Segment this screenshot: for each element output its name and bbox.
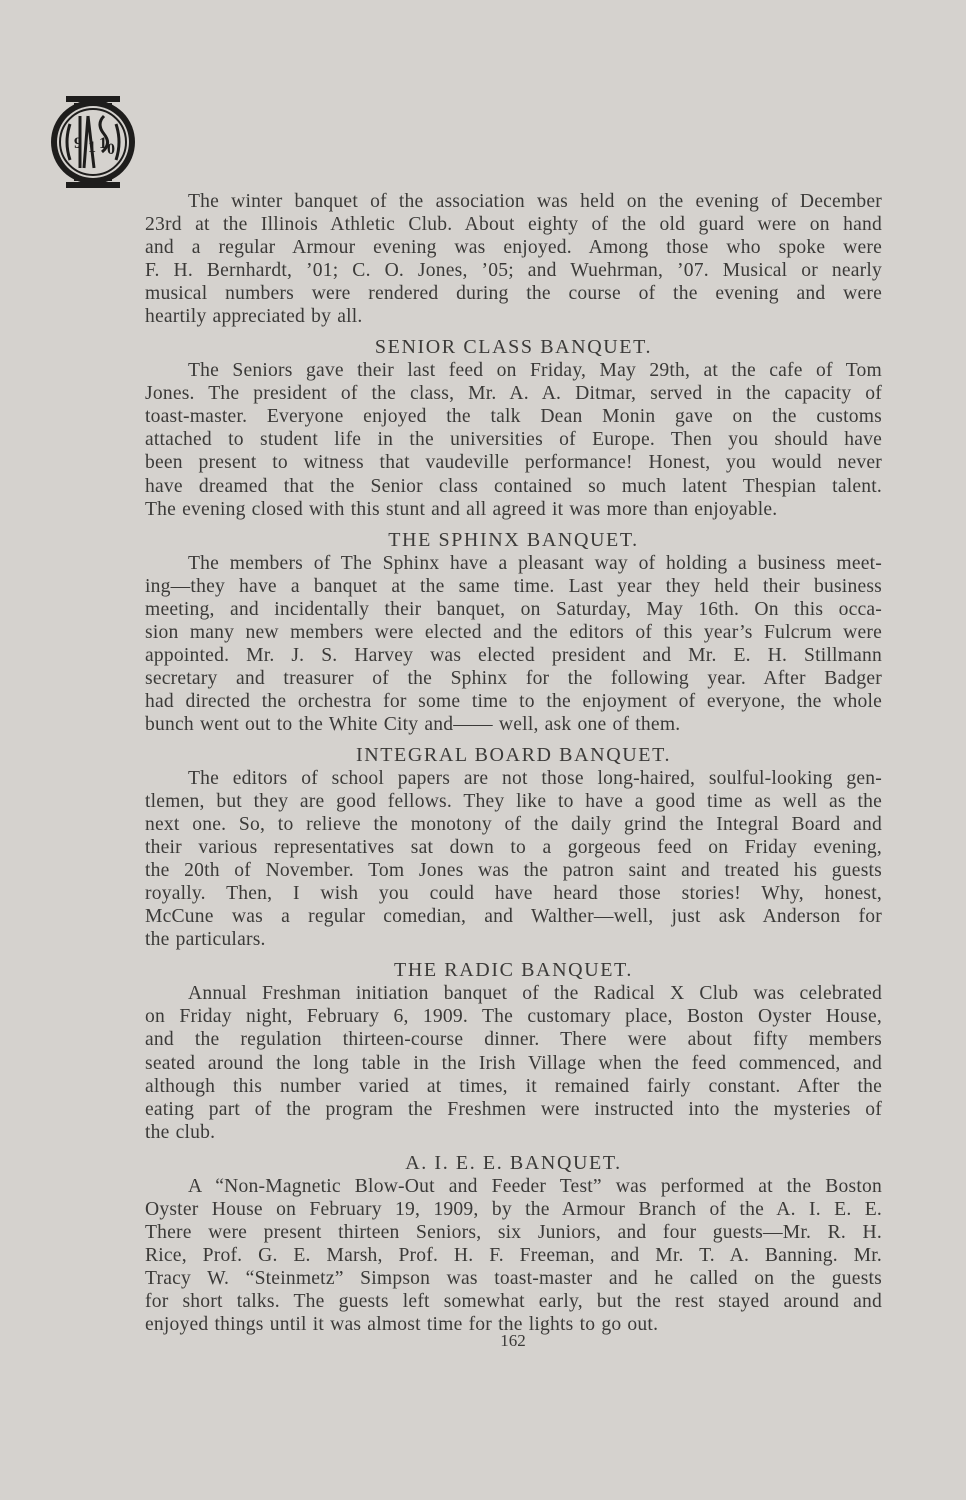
text-line: secretary and treasurer of the Sphinx for the following year. After Badger (145, 667, 882, 689)
section-heading: THE SPHINX BANQUET. (388, 528, 639, 551)
text-line: F. H. Bernhardt, ’01; C. O. Jones, ’05; and Wuehrman, ’07. Musical or nearly (145, 260, 882, 282)
text-line: on Friday night, February 6, 1909. The customary place, Boston Oyster House, (145, 1006, 882, 1028)
section-heading: THE RADIC BANQUET. (394, 959, 633, 982)
text-line: The members of The Sphinx have a pleasant way of holding a business meet- (188, 552, 882, 574)
text-line: the particulars. (145, 929, 266, 951)
text-line: appointed. Mr. J. S. Harvey was elected president and Mr. E. H. Stillmann (145, 644, 882, 666)
text-line: Oyster House on February 19, 1909, by the Armour Branch of the A. I. E. E. (145, 1198, 882, 1220)
page-number: 162 (500, 1331, 526, 1350)
text-line: Annual Freshman initiation banquet of the Radical X Club was celebrated (188, 983, 882, 1005)
text-line: have dreamed that the Senior class contained so much latent Thespian talent. (145, 475, 882, 497)
text-line: attached to student life in the universities of Europe. Then you should have (145, 429, 882, 451)
text-line: bunch went out to the White City and—— well, ask one of them. (145, 713, 681, 735)
text-line: enjoyed things until it was almost time for the lights to go out. (145, 1313, 659, 1335)
text-line: musical numbers were rendered during the course of the evening and were (145, 283, 882, 305)
text-line: sion many new members were elected and the editors of this year’s Fulcrum were (145, 621, 882, 643)
class-1910-logo (44, 94, 142, 190)
paragraph (145, 1175, 882, 1336)
svg-text:0: 0 (107, 141, 115, 158)
text-line: the 20th of November. Tom Jones was the patron saint and treated his guests (145, 860, 882, 882)
paragraph (145, 767, 882, 951)
text-line: their various representatives sat down to a gorgeous feed on Friday evening, (145, 837, 882, 859)
text-line: 23rd at the Illinois Athletic Club. About eighty of the old guard were on hand (145, 214, 882, 236)
text-line: McCune was a regular comedian, and Walther—well, just ask Anderson for (145, 906, 882, 928)
text-line: toast-master. Everyone enjoyed the talk Dean Monin gave on the customs (145, 406, 882, 428)
text-line: royally. Then, I wish you could have heard those stories! Why, honest, (145, 883, 882, 905)
text-line: although this number varied at times, it remained fairly constant. After the (145, 1075, 882, 1097)
text-line: had directed the orchestra for some time to the enjoyment of everyone, the whole (145, 690, 882, 712)
text-line: There were present thirteen Seniors, six Juniors, and four guests—Mr. R. H. (145, 1221, 882, 1243)
paragraph (145, 359, 882, 520)
text-line: A “Non-Magnetic Blow-Out and Feeder Test” was performed at the Boston (188, 1175, 882, 1197)
svg-text:1: 1 (88, 139, 96, 156)
document-body (145, 190, 882, 1336)
paragraph (145, 982, 882, 1143)
text-line: The Seniors gave their last feed on Friday, May 29th, at the cafe of Tom (188, 360, 882, 382)
text-line: ing—they have a banquet at the same time. Last year they held their business (145, 575, 882, 597)
text-line: meeting, and incidentally their banquet, on Saturday, May 16th. On this occa- (145, 598, 882, 620)
text-line: eating part of the program the Freshmen were instructed into the mysteries of (145, 1098, 882, 1120)
text-line: Tracy W. “Steinmetz” Simpson was toast-master and he called on the guests (145, 1267, 882, 1289)
text-line: The evening closed with this stunt and all agreed it was more than enjoyable. (145, 498, 778, 520)
section-heading: INTEGRAL BOARD BANQUET. (355, 743, 672, 766)
svg-text:1: 1 (99, 135, 107, 152)
section-heading: A. I. E. E. BANQUET. (405, 1151, 622, 1174)
text-line: tlemen, but they are good fellows. They like to have a good time as well as the (145, 791, 882, 813)
text-line: The winter banquet of the association was held on the evening of December (188, 191, 882, 212)
text-line: the club. (145, 1121, 216, 1143)
paragraph (145, 190, 882, 328)
text-line: seated around the long table in the Irish Village when the feed commenced, and (145, 1052, 882, 1074)
text-line: The editors of school papers are not those long-haired, soulful-looking gen- (188, 767, 882, 789)
text-line: Jones. The president of the class, Mr. A. A. Ditmar, served in the capacity of (145, 383, 882, 405)
text-line: and a regular Armour evening was enjoyed. Among those who spoke were (145, 237, 882, 259)
text-line: next one. So, to relieve the monotony of the daily grind the Integral Board and (145, 814, 882, 836)
svg-text:9: 9 (74, 135, 82, 152)
text-line: and the regulation thirteen-course dinner. There were about fifty members (145, 1029, 882, 1051)
text-line: Rice, Prof. G. E. Marsh, Prof. H. F. Freeman, and Mr. T. A. Banning. Mr. (145, 1244, 882, 1266)
text-line: been present to witness that vaudeville performance! Honest, you would never (145, 452, 882, 474)
section-heading: SENIOR CLASS BANQUET. (374, 336, 653, 359)
text-line: heartily appreciated by all. (145, 306, 363, 328)
paragraph (145, 552, 882, 736)
text-line: for short talks. The guests left somewhat early, but the rest stayed around and (145, 1290, 882, 1312)
